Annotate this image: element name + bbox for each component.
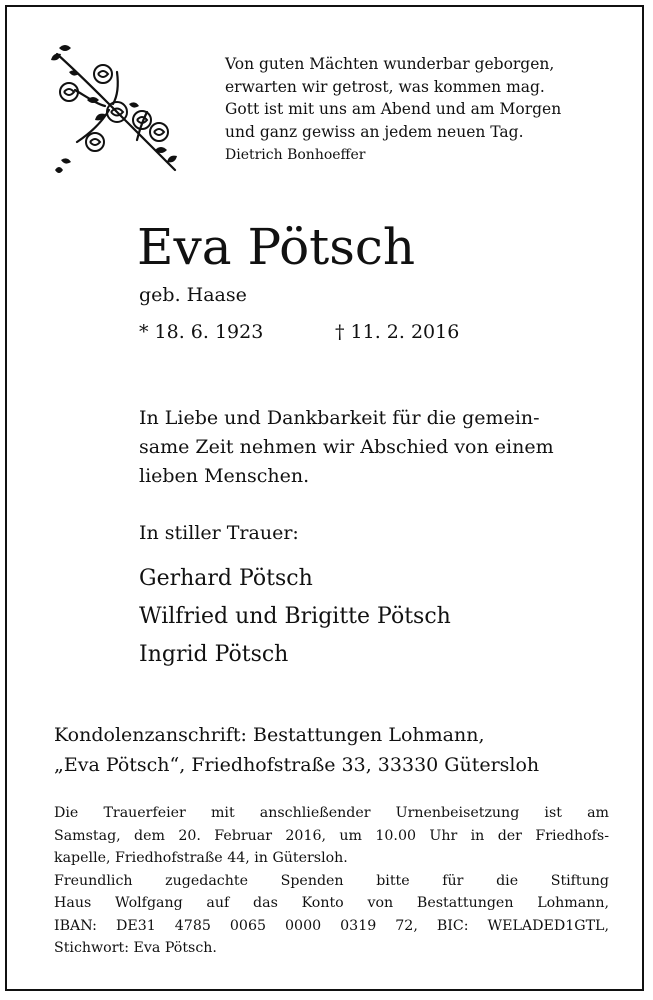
condolence-line: Kondolenzanschrift: Bestattungen Lohmann, (54, 724, 485, 746)
details-line: kapelle, Friedhofstraße 44, in Gütersloh. (54, 850, 348, 866)
details-line: Die Trauerfeier mit anschließender Urnenbeisetzung ist am (54, 805, 609, 821)
tribute-line: In Liebe und Dankbarkeit für die gemein- (139, 407, 540, 429)
mourner-name: Ingrid Pötsch (139, 642, 289, 667)
death-date: † 11. 2. 2016 (335, 321, 460, 343)
details-line: Stichwort: Eva Pötsch. (54, 940, 217, 956)
poem-block (225, 53, 635, 167)
condolence-address (54, 720, 624, 780)
details-line: IBAN: DE31 4785 0065 0000 0319 72, BIC: WELADED1GTL, (54, 917, 609, 934)
details-line: Haus Wolfgang auf das Konto von Bestattungen Lohmann, (54, 895, 609, 911)
birth-name: geb. Haase (139, 284, 247, 306)
poem-line: und ganz gewiss an jedem neuen Tag. (225, 122, 524, 141)
tribute-text (139, 404, 619, 491)
notice-frame (5, 5, 644, 991)
poem-line: erwarten wir getrost, was kommen mag. (225, 77, 545, 96)
service-details (54, 802, 609, 960)
mourner-name: Wilfried und Brigitte Pötsch (139, 604, 451, 629)
deceased-name: Eva Pötsch (137, 218, 416, 276)
condolence-line: „Eva Pötsch“, Friedhofstraße 33, 33330 Gütersloh (54, 754, 540, 776)
poem-line: Gott ist mit uns am Abend und am Morgen (225, 100, 562, 118)
birth-date: * 18. 6. 1923 (139, 321, 264, 343)
life-dates (139, 321, 460, 343)
details-line: Freundlich zugedachte Spenden bitte für die Stiftung (54, 872, 609, 889)
mourning-heading: In stiller Trauer: (139, 522, 299, 544)
mourners-list (139, 560, 451, 674)
details-line: Samstag, dem 20. Februar 2016, um 10.00 Uhr in der Friedhofs- (54, 827, 609, 844)
mourner-name: Gerhard Pötsch (139, 566, 313, 591)
tribute-line: lieben Menschen. (139, 465, 310, 487)
poem-author: Dietrich Bonhoeffer (225, 147, 366, 163)
tribute-line: same Zeit nehmen wir Abschied von einem (139, 436, 554, 458)
rose-branch-icon (47, 42, 187, 177)
poem-line: Von guten Mächten wunderbar geborgen, (225, 55, 555, 73)
